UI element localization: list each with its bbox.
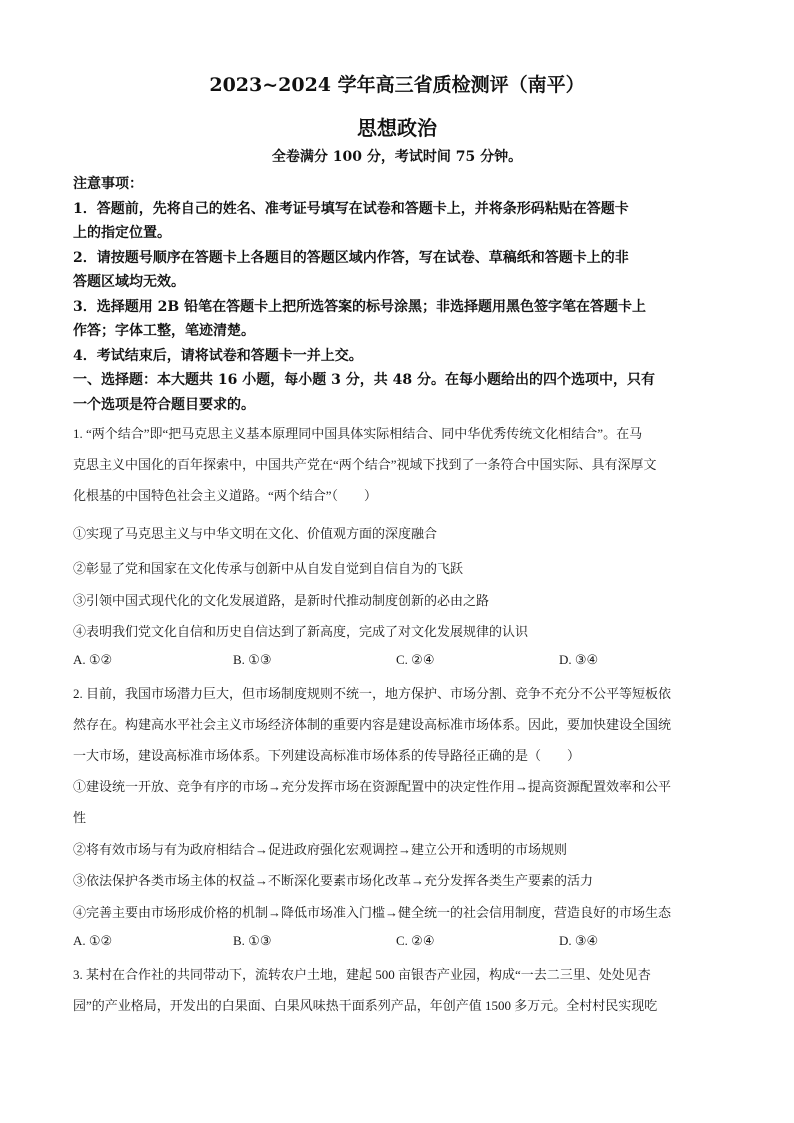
q2-stem-line: 然存在。构建高水平社会主义市场经济体制的重要内容是建设高标准市场体系。因此，要加快建设全国统 (73, 717, 672, 732)
notes-line: 4．考试结束后，请将试卷和答题卡一并上交。 (73, 347, 363, 364)
q1-item: ④表明我们党文化自信和历史自信达到了新高度，完成了对文化发展规律的认识 (73, 624, 529, 639)
subject-title: 思想政治 (357, 116, 437, 140)
section-heading-line: 一个选项是符合题目要求的。 (73, 396, 255, 413)
q2-stem-line: 一大市场，建设高标准市场体系。下列建设高标准市场体系的传导路径正确的是（ ） (73, 748, 581, 763)
exam-title: 2023~2024 学年高三省质检测评（南平） (209, 74, 585, 96)
q2-option-c: C. ②④ (396, 933, 435, 948)
q2-item: ③依法保护各类市场主体的权益→不断深化要素市场化改革→充分发挥各类生产要素的活力 (73, 873, 594, 888)
q2-item-continued: 性 (73, 810, 87, 825)
exam-info: 全卷满分 100 分，考试时间 75 分钟。 (271, 149, 523, 165)
notes-line: 2．请按题号顺序在答题卡上各题目的答题区域内作答，写在试卷、草稿纸和答题卡上的非 (73, 249, 629, 266)
notes-line: 1．答题前，先将自己的姓名、准考证号填写在试卷和答题卡上，并将条形码粘贴在答题卡 (73, 200, 629, 217)
q1-stem-line: 克思主义中国化的百年探索中，中国共产党在“两个结合”视域下找到了一条符合中国实际、具有深厚文 (73, 457, 657, 472)
q1-option-b: B. ①③ (233, 652, 272, 667)
notes-line: 3．选择题用 2B 铅笔在答题卡上把所选答案的标号涂黑；非选择题用黑色签字笔在答题卡上 (73, 298, 647, 315)
q1-item: ②彰显了党和国家在文化传承与创新中从自发自觉到自信自为的飞跃 (73, 561, 464, 576)
q1-option-d: D. ③④ (559, 652, 599, 667)
q1-options (73, 652, 723, 672)
q2-option-b: B. ①③ (233, 933, 272, 948)
q2-item: ④完善主要由市场形成价格的机制→降低市场准入门槛→健全统一的社会信用制度，营造良好的市场生态 (73, 905, 672, 920)
q1-stem-line: 化根基的中国特色社会主义道路。“两个结合”（ ） (73, 488, 378, 503)
q3-stem-line: 3. 某村在合作社的共同带动下，流转农户土地，建起 500 亩银杏产业园，构成“一去二三里、处处见杏 (73, 967, 651, 982)
q1-item: ③引领中国式现代化的文化发展道路，是新时代推动制度创新的必由之路 (73, 593, 490, 608)
q2-option-d: D. ③④ (559, 933, 599, 948)
q1-item: ①实现了马克思主义与中华文明在文化、价值观方面的深度融合 (73, 526, 438, 541)
q2-option-a: A. ①② (73, 933, 113, 948)
q1-option-c: C. ②④ (396, 652, 435, 667)
q1-stem-line: 1. “两个结合”即“把马克思主义基本原理同中国具体实际相结合、同中华优秀传统文化相结合”。在马 (73, 426, 643, 441)
notes-line: 作答；字体工整，笔迹清楚。 (73, 323, 255, 339)
q2-item: ②将有效市场与有为政府相结合→促进政府强化宏观调控→建立公开和透明的市场规则 (73, 842, 568, 857)
notes-line: 上的指定位置。 (73, 225, 171, 241)
section-heading-line: 一、选择题：本大题共 16 小题，每小题 3 分，共 48 分。在每小题给出的四个选项中，只有 (73, 372, 655, 388)
notes-block (73, 172, 723, 417)
q1-option-a: A. ①② (73, 652, 113, 667)
notes-line: 答题区域均无效。 (73, 274, 185, 290)
q2-item: ①建设统一开放、竞争有序的市场→充分发挥市场在资源配置中的决定性作用→提高资源配置效率和公平 (73, 779, 672, 794)
q3-stem-line: 园”的产业格局，开发出的白果面、白果风味热干面系列产品，年创产值 1500 多万元。全村村民实现吃 (73, 998, 658, 1013)
q2-options (73, 933, 723, 953)
notes-heading: 注意事项： (73, 176, 143, 192)
q2-stem-line: 2. 目前，我国市场潜力巨大，但市场制度规则不统一，地方保护、市场分割、竞争不充分不公平等短板依 (73, 686, 672, 701)
